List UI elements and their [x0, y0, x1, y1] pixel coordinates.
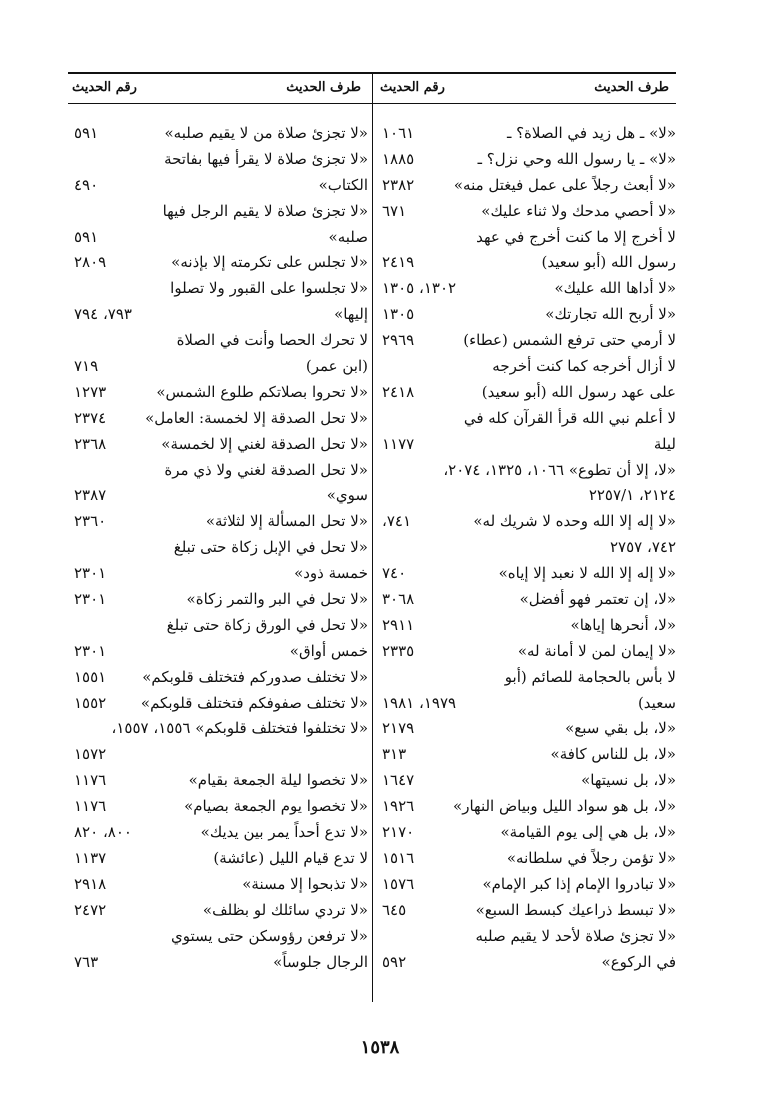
entry-number: ٦٧١ — [382, 201, 407, 220]
index-entry — [376, 561, 676, 587]
page-number: ١٥٣٨ — [360, 1037, 400, 1058]
index-entry — [376, 872, 676, 898]
entry-number: ٦٤٥ — [382, 900, 407, 919]
index-entry — [376, 716, 676, 742]
entry-text: «لا أداها الله عليك» — [554, 279, 676, 298]
entry-number: ٢٣٧٤ — [74, 408, 107, 427]
entry-number: ١٥٧٦ — [382, 874, 415, 893]
index-entry — [376, 483, 676, 509]
entry-number: ١١٧٦ — [74, 797, 107, 816]
entry-number: ٢٣٦٨ — [74, 434, 107, 453]
entry-text: (ابن عمر) — [305, 357, 368, 376]
entry-number: ٧٤٠ — [382, 564, 407, 583]
entry-number: ١٣٠٢، ١٣٠٥ — [382, 279, 457, 298]
index-entry — [376, 665, 676, 691]
entry-number: ١٣٠٥ — [382, 305, 415, 324]
entry-number: ١١٧٧ — [382, 434, 415, 453]
left-col-number-header: رقم الحديث — [72, 80, 137, 95]
entry-text: «لا، بل بقي سبع» — [565, 719, 676, 738]
entry-text: «لا أربح الله تجارتك» — [545, 305, 676, 324]
entry-text: «لا تحل الصدقة إلا لخمسة: العامل» — [145, 408, 368, 427]
index-entry — [68, 665, 368, 691]
index-entry — [376, 432, 676, 458]
entry-text: «لا تخصوا يوم الجمعة بصيام» — [184, 797, 368, 816]
entry-text: صلبه» — [328, 227, 368, 246]
index-entry — [376, 225, 676, 251]
index-entry — [376, 742, 676, 768]
entry-number: ١١٣٧ — [74, 848, 107, 867]
entry-text: لا بأس بالحجامة للصائم (أبو — [504, 667, 676, 686]
entry-text: «لا تخصوا ليلة الجمعة بقيام» — [188, 771, 368, 790]
entry-number: ٢٣٨٧ — [74, 486, 107, 505]
index-entry — [68, 535, 368, 561]
index-entry — [376, 950, 676, 976]
index-entry — [68, 250, 368, 276]
index-entry — [68, 121, 368, 147]
index-entry — [376, 924, 676, 950]
entry-text: «لا، بل نسيتها» — [581, 771, 676, 790]
entry-text: «لا، إن تعتمر فهو أفضل» — [519, 590, 676, 609]
index-entry — [68, 691, 368, 717]
index-entry — [68, 199, 368, 225]
index-entry — [376, 768, 676, 794]
index-entry — [68, 846, 368, 872]
right-col-title-header: طرف الحديث — [594, 80, 669, 95]
entry-text: «لا تجلس على تكرمته إلا بإذنه» — [171, 253, 368, 272]
index-entry — [68, 328, 368, 354]
entry-number: ١٥٥٢ — [74, 693, 107, 712]
index-entry — [376, 302, 676, 328]
entry-number: ٢٣٣٥ — [382, 641, 415, 660]
entry-number: ٣١٣ — [382, 745, 407, 764]
entry-number: ٢٣٦٠ — [74, 512, 107, 531]
entry-text: «لا تدع أحداً يمر بين يديك» — [200, 823, 368, 842]
index-entry — [68, 406, 368, 432]
index-entry — [68, 509, 368, 535]
index-entry — [68, 716, 368, 742]
index-entry — [376, 406, 676, 432]
index-entry — [68, 924, 368, 950]
entry-text: ٧٤٢، ٢٧٥٧ — [609, 538, 676, 557]
index-entry — [376, 820, 676, 846]
entry-text: «لا تختلفوا فتختلف قلوبكم» ١٥٥٦، ١٥٥٧، — [111, 719, 368, 738]
index-entry — [68, 483, 368, 509]
entry-text: لا تحرك الحصا وأنت في الصلاة — [176, 331, 368, 350]
entry-text: «لا تجزئ صلاة من لا يقيم صلبه» — [164, 124, 368, 142]
entry-text: «لا تبسط ذراعيك كبسط السبع» — [475, 900, 676, 919]
entry-text: «لا، بل للناس كافة» — [550, 745, 676, 764]
entry-text: الرجال جلوساً» — [273, 952, 368, 971]
entry-number: ٧٦٣ — [74, 952, 99, 971]
index-entry — [68, 587, 368, 613]
entry-text: لا أرمي حتى ترفع الشمس (عطاء) — [463, 331, 676, 350]
entry-text: ٢١٢٤، ٢٢٥٧/١ — [588, 486, 676, 505]
index-entry — [376, 587, 676, 613]
index-entry — [68, 173, 368, 199]
index-entry — [68, 380, 368, 406]
entry-number: ٢٣٠١ — [74, 641, 107, 660]
index-entry — [376, 328, 676, 354]
entry-text: «لا تحل المسألة إلا لثلاثة» — [205, 512, 368, 531]
entry-number: ١٦٤٧ — [382, 771, 415, 790]
entry-text: «لا تحل في الإبل زكاة حتى تبلغ — [173, 538, 368, 557]
index-entry — [376, 173, 676, 199]
entry-text: «لا تحل في الورق زكاة حتى تبلغ — [166, 615, 368, 634]
entry-number: ٢٩١١ — [382, 615, 415, 634]
entry-text: ليلة — [653, 434, 676, 453]
entry-text: «لا تحل الصدقة لغني إلا لخمسة» — [161, 434, 368, 453]
index-entry — [376, 613, 676, 639]
index-entry — [376, 250, 676, 276]
entry-text: خمس أواق» — [289, 641, 368, 660]
entry-text: لا أعلم نبي الله قرأ القرآن كله في — [463, 408, 676, 427]
entry-number: ٥٩١ — [74, 227, 99, 246]
index-entry — [68, 302, 368, 328]
entry-number: ٥٩٢ — [382, 952, 407, 971]
entry-text: «لا إله إلا الله لا نعبد إلا إياه» — [498, 564, 676, 583]
index-entry — [376, 380, 676, 406]
index-entry — [68, 768, 368, 794]
entry-number: ٧٤١، — [382, 512, 412, 531]
entry-number: ١٢٧٣ — [74, 382, 107, 401]
entry-number: ٢٨٠٩ — [74, 253, 107, 272]
entry-number: ١٥٧٢ — [74, 745, 107, 764]
entry-text: «لا تحل الصدقة لغني ولا ذي مرة — [164, 460, 368, 479]
index-entry — [68, 613, 368, 639]
entry-number: ٢٩١٨ — [74, 874, 107, 893]
index-entry — [68, 950, 368, 976]
entry-text: «لا تجزئ صلاة لأحد لا يقيم صلبه — [475, 926, 676, 945]
index-entry — [376, 794, 676, 820]
entry-number: ٧٩٣، ٧٩٤ — [74, 305, 132, 324]
entry-text: «لا تبادروا الإمام إذا كبر الإمام» — [482, 874, 676, 893]
entry-text: على عهد رسول الله (أبو سعيد) — [481, 382, 676, 401]
entry-number: ٧١٩ — [74, 357, 99, 376]
entry-text: لا أزال أخرجه كما كنت أخرجه — [492, 357, 676, 376]
entry-number: ٢٤١٨ — [382, 382, 415, 401]
entry-text: إليها» — [334, 305, 368, 324]
index-entry — [68, 561, 368, 587]
entry-text: «لا، أنحرها إياها» — [570, 615, 676, 634]
index-entry — [68, 458, 368, 484]
entry-number: ٢٣٠١ — [74, 564, 107, 583]
entry-text: سوي» — [326, 486, 368, 505]
entry-text: خمسة ذود» — [294, 564, 368, 583]
entry-text: «لا تؤمن رجلاً في سلطانه» — [506, 848, 676, 867]
index-entry — [376, 691, 676, 717]
index-entry — [68, 898, 368, 924]
entry-text: الكتاب» — [318, 175, 368, 194]
entry-text: «لا تحروا بصلاتكم طلوع الشمس» — [156, 382, 368, 401]
entry-text: «لا» ـ هل زيد في الصلاة؟ ـ — [506, 124, 676, 142]
index-entry — [376, 898, 676, 924]
entry-text: رسول الله (أبو سعيد) — [541, 253, 676, 272]
entry-text: «لا ترفعن رؤوسكن حتى يستوي — [171, 926, 368, 945]
entry-text: «لا تذبحوا إلا مسنة» — [242, 874, 368, 893]
index-entry — [376, 354, 676, 380]
entry-text: «لا تحل في البر والتمر زكاة» — [186, 590, 368, 609]
index-entry — [376, 199, 676, 225]
entry-number: ١٥٥١ — [74, 667, 107, 686]
entry-text: «لا، إلا أن تطوع» ١٠٦٦، ١٣٢٥، ٢٠٧٤، — [443, 460, 676, 479]
entry-number: ١٠٦١ — [382, 124, 415, 142]
entry-number: ١١٧٦ — [74, 771, 107, 790]
entry-number: ٨٠٠، ٨٢٠ — [74, 823, 132, 842]
left-col-title-header: طرف الحديث — [286, 80, 361, 95]
left-column — [68, 121, 368, 975]
entry-text: سعيد) — [637, 693, 676, 712]
entry-number: ١٩٧٩، ١٩٨١ — [382, 693, 457, 712]
entry-text: «لا تجزئ صلاة لا يقيم الرجل فيها — [162, 201, 368, 220]
right-col-number-header: رقم الحديث — [380, 80, 445, 95]
entry-number: ٣٠٦٨ — [382, 590, 415, 609]
column-divider — [372, 72, 373, 1002]
index-entry — [68, 354, 368, 380]
index-entry — [376, 147, 676, 173]
entry-text: «لا» ـ يا رسول الله وحي نزل؟ ـ — [477, 149, 676, 168]
entry-text: «لا تختلف صفوفكم فتختلف قلوبكم» — [140, 693, 368, 712]
entry-number: ٢٣٠١ — [74, 590, 107, 609]
entry-text: في الركوع» — [601, 952, 676, 971]
index-entry — [68, 794, 368, 820]
entry-number: ٢٣٨٢ — [382, 175, 415, 194]
index-entry — [68, 820, 368, 846]
index-entry — [376, 276, 676, 302]
index-entry — [68, 225, 368, 251]
entry-number: ٢٩٦٩ — [382, 331, 415, 350]
index-entry — [68, 872, 368, 898]
entry-text: لا تدع قيام الليل (عائشة) — [213, 848, 368, 867]
index-entry — [68, 432, 368, 458]
entry-number: ٥٩١ — [74, 124, 99, 142]
entry-number: ١٨٨٥ — [382, 149, 415, 168]
entry-text: «لا إله إلا الله وحده لا شريك له» — [473, 512, 676, 531]
entry-text: «لا، بل هو سواد الليل وبياض النهار» — [453, 797, 676, 816]
entry-text: لا أخرج إلا ما كنت أخرج في عهد — [476, 227, 676, 246]
index-entry — [376, 509, 676, 535]
index-entry — [376, 458, 676, 484]
entry-number: ١٥١٦ — [382, 848, 415, 867]
entry-text: «لا إيمان لمن لا أمانة له» — [517, 641, 676, 660]
entry-number: ٢٤١٩ — [382, 253, 415, 272]
index-entry — [376, 121, 676, 147]
entry-text: «لا، بل هي إلى يوم القيامة» — [500, 823, 676, 842]
entry-text: «لا تختلف صدوركم فتختلف قلوبكم» — [142, 667, 368, 686]
index-entry — [376, 639, 676, 665]
index-entry — [68, 147, 368, 173]
index-entry — [68, 276, 368, 302]
index-entry — [68, 639, 368, 665]
entry-number: ٢١٧٠ — [382, 823, 415, 842]
entry-text: «لا تردي سائلك لو بظلف» — [202, 900, 368, 919]
entry-number: ٢٤٧٢ — [74, 900, 107, 919]
index-entry — [376, 846, 676, 872]
entry-text: «لا تجزئ صلاة لا يقرأ فيها بفاتحة — [164, 149, 368, 168]
entry-text: «لا أحصي مدحك ولا ثناء عليك» — [481, 201, 676, 220]
index-entry — [68, 742, 368, 768]
entry-text: «لا أبعث رجلاً على عمل فيغتل منه» — [453, 175, 676, 194]
right-column — [376, 121, 676, 975]
entry-number: ٢١٧٩ — [382, 719, 415, 738]
entry-number: ١٩٢٦ — [382, 797, 415, 816]
entry-number: ٤٩٠ — [74, 175, 99, 194]
entry-text: «لا تجلسوا على القبور ولا تصلوا — [170, 279, 368, 298]
index-entry — [376, 535, 676, 561]
